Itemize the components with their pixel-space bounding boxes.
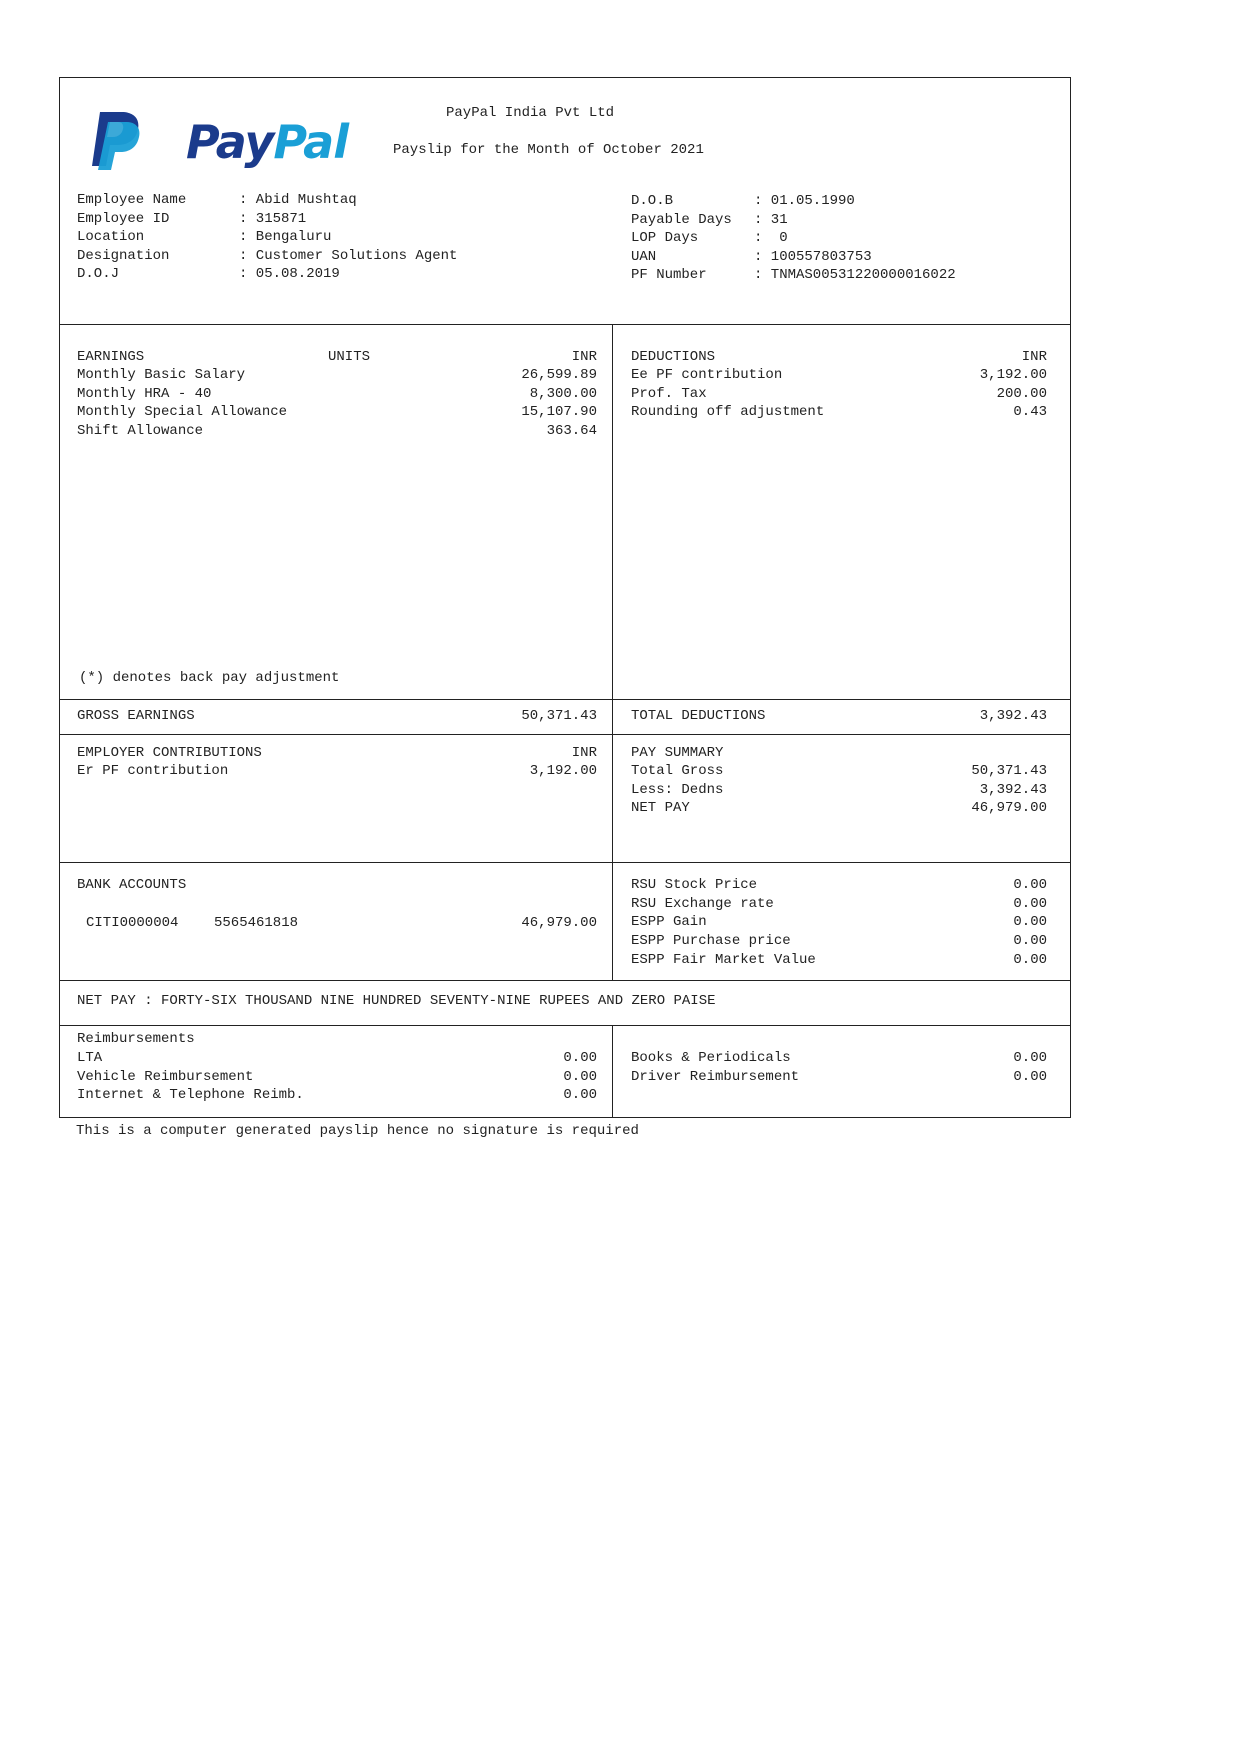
pay-summary-item-label: Less: Dedns <box>631 781 724 798</box>
employee-field-value: : Customer Solutions Agent <box>239 247 458 264</box>
reimbursement-item-label: Vehicle Reimbursement <box>77 1068 254 1085</box>
gross-earnings-label: GROSS EARNINGS <box>77 708 195 724</box>
divider <box>60 980 1070 981</box>
earning-item-label: Monthly Special Allowance <box>77 404 288 421</box>
rsu-item-amount: 0.00 <box>1013 933 1047 950</box>
company-name: PayPal India Pvt Ltd <box>446 105 615 121</box>
pay-summary-heading: PAY SUMMARY <box>631 745 724 761</box>
employee-field-value: : Abid Mushtaq <box>239 192 357 208</box>
total-deductions-label: TOTAL DEDUCTIONS <box>631 708 766 724</box>
reimbursement-item-label: Driver Reimbursement <box>631 1068 800 1085</box>
column-divider <box>612 1025 613 1118</box>
column-divider <box>612 324 613 980</box>
employer-contributions-heading: EMPLOYER CONTRIBUTIONS <box>77 745 262 761</box>
employee-field-label: Employee ID <box>77 210 170 227</box>
employee-field-value: : 01.05.1990 <box>754 193 855 209</box>
employee-field-value: : TNMAS00531220000016022 <box>754 267 956 283</box>
earning-item-label: Shift Allowance <box>77 423 204 440</box>
reimbursement-item-amount: 0.00 <box>563 1068 597 1085</box>
deductions-currency: INR <box>1021 349 1047 365</box>
reimbursement-item-label: Books & Periodicals <box>631 1050 791 1066</box>
divider <box>60 1025 1070 1026</box>
employee-field-label: Location <box>77 229 145 245</box>
divider <box>60 734 1070 735</box>
reimbursement-item-label: LTA <box>77 1050 103 1066</box>
rsu-item-amount: 0.00 <box>1013 914 1047 931</box>
footer-note: This is a computer generated payslip hence no signature is required <box>76 1123 639 1139</box>
deduction-item-label: Ee PF contribution <box>631 367 783 383</box>
employee-field-value: : 31 <box>754 211 788 228</box>
earning-item-amount: 26,599.89 <box>521 367 597 383</box>
rsu-item-label: ESPP Purchase price <box>631 933 791 950</box>
divider <box>60 324 1070 325</box>
reimbursement-item-amount: 0.00 <box>563 1050 597 1066</box>
reimbursement-item-amount: 0.00 <box>563 1087 597 1104</box>
rsu-item-amount: 0.00 <box>1013 877 1047 893</box>
divider <box>60 862 1070 863</box>
rsu-item-amount: 0.00 <box>1013 951 1047 968</box>
deduction-item-label: Prof. Tax <box>631 385 707 402</box>
employee-field-value: : 05.08.2019 <box>239 266 340 282</box>
employee-field-label: PF Number <box>631 267 707 283</box>
employer-contribution-amount: 3,192.00 <box>529 763 597 779</box>
reimbursement-item-amount: 0.00 <box>1013 1050 1047 1066</box>
deduction-item-label: Rounding off adjustment <box>631 404 825 421</box>
rsu-item-label: RSU Stock Price <box>631 877 758 893</box>
bank-amount: 46,979.00 <box>521 915 597 931</box>
rsu-item-amount: 0.00 <box>1013 895 1047 912</box>
employee-field-label: Employee Name <box>77 192 187 208</box>
bank-accounts-heading: BANK ACCOUNTS <box>77 877 187 893</box>
total-deductions-value: 3,392.43 <box>979 708 1047 724</box>
pay-summary-item-label: NET PAY <box>631 800 690 817</box>
employee-field-value: : 0 <box>754 230 788 246</box>
employee-field-label: D.O.B <box>631 193 674 209</box>
reimbursement-item-label: Internet & Telephone Reimb. <box>77 1087 304 1104</box>
deduction-item-amount: 0.43 <box>1013 404 1047 421</box>
rsu-item-label: ESPP Gain <box>631 914 707 931</box>
reimbursement-item-amount: 0.00 <box>1013 1068 1047 1085</box>
deduction-item-amount: 3,192.00 <box>979 367 1047 383</box>
pay-summary-item-amount: 3,392.43 <box>979 781 1047 798</box>
employee-field-value: : 100557803753 <box>754 248 872 265</box>
earnings-heading: EARNINGS <box>77 349 145 365</box>
payslip-title: Payslip for the Month of October 2021 <box>393 142 704 158</box>
employee-field-label: LOP Days <box>631 230 699 246</box>
employee-field-value: : Bengaluru <box>239 229 332 245</box>
employee-field-value: : 315871 <box>239 210 307 227</box>
units-heading: UNITS <box>328 349 371 365</box>
earnings-currency: INR <box>571 349 597 365</box>
employee-field-label: Designation <box>77 247 170 264</box>
gross-earnings-value: 50,371.43 <box>521 708 597 724</box>
rsu-item-label: ESPP Fair Market Value <box>631 951 816 968</box>
pay-summary-item-label: Total Gross <box>631 763 724 779</box>
bank-account-number: 5565461818 <box>214 915 299 931</box>
employer-contribution-label: Er PF contribution <box>77 763 229 779</box>
employee-field-label: UAN <box>631 248 657 265</box>
earning-item-amount: 8,300.00 <box>529 385 597 402</box>
rsu-item-label: RSU Exchange rate <box>631 895 774 912</box>
earning-item-amount: 363.64 <box>546 423 597 440</box>
payslip-sheet <box>59 77 1071 1118</box>
back-pay-note: (*) denotes back pay adjustment <box>79 670 340 686</box>
net-pay-in-words: NET PAY : FORTY-SIX THOUSAND NINE HUNDRED SEVENTY-NINE RUPEES AND ZERO PAISE <box>77 993 716 1009</box>
employee-field-label: D.O.J <box>77 266 120 282</box>
bank-code: CITI0000004 <box>86 915 179 931</box>
deduction-item-amount: 200.00 <box>996 385 1047 402</box>
employer-currency: INR <box>571 745 597 761</box>
deductions-heading: DEDUCTIONS <box>631 349 716 365</box>
earning-item-label: Monthly Basic Salary <box>77 367 246 383</box>
paypal-logo <box>88 108 348 169</box>
pay-summary-item-amount: 50,371.43 <box>971 763 1047 779</box>
employee-field-label: Payable Days <box>631 211 732 228</box>
pay-summary-item-amount: 46,979.00 <box>971 800 1047 817</box>
reimbursements-heading: Reimbursements <box>77 1031 195 1047</box>
divider <box>60 699 1070 700</box>
earning-item-amount: 15,107.90 <box>521 404 597 421</box>
paypal-wordmark: PayPal <box>186 115 348 169</box>
earning-item-label: Monthly HRA - 40 <box>77 385 212 402</box>
paypal-monogram-icon <box>88 108 144 172</box>
